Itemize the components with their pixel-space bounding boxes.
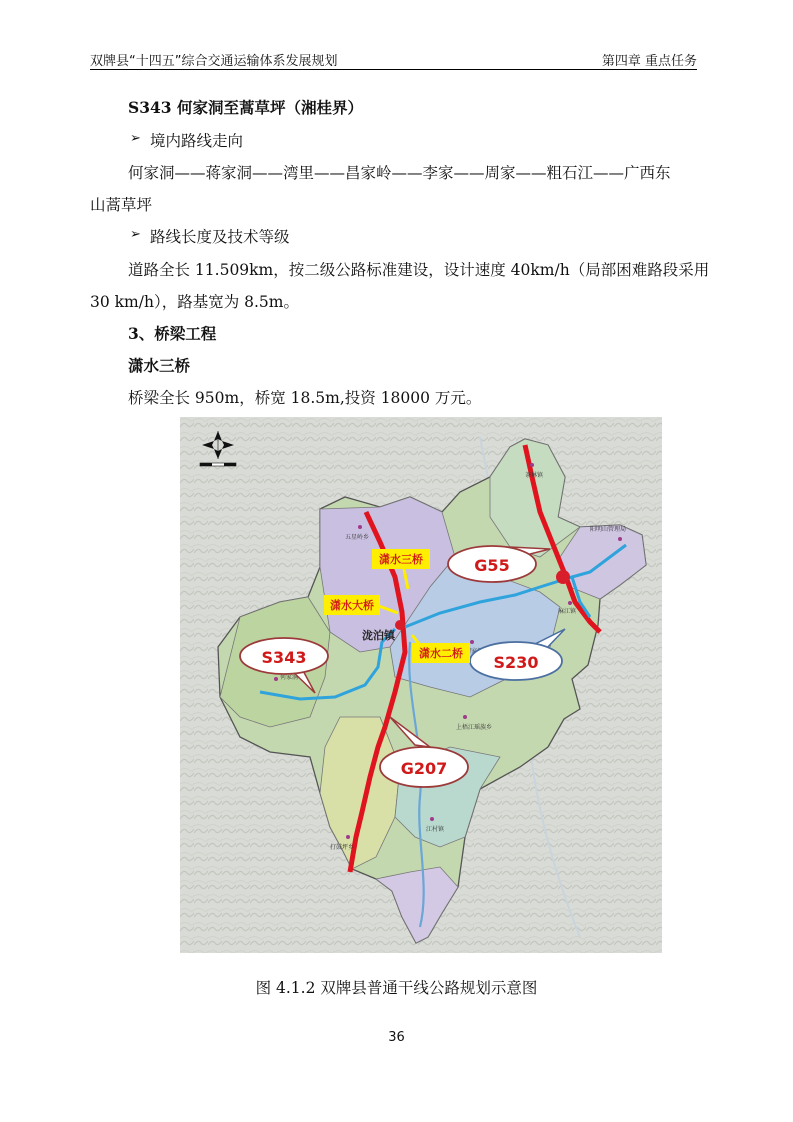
figure-caption: 图 4.1.2 双牌县普通干线公路规划示意图 — [255, 979, 538, 997]
route-line-1: 何家洞——蒋家洞——湾里——昌家岭——李家——周家——粗石江——广西东 — [128, 164, 671, 182]
s343-label: S343 — [261, 648, 307, 667]
place-name: 江村镇 — [426, 826, 445, 833]
road-planning-map — [180, 417, 662, 953]
s230-label: S230 — [493, 653, 539, 672]
bridge-name: 潇水三桥 — [128, 356, 191, 375]
road-section-title: S343 何家洞至蒿草坪（湘桂界） — [128, 98, 363, 117]
bridge-engineering-heading: 3、桥梁工程 — [128, 324, 217, 343]
g55-label: G55 — [474, 556, 510, 575]
place-name: 茶林镇 — [525, 472, 544, 479]
scale-bar — [200, 463, 236, 466]
header-divider — [90, 69, 697, 70]
bridge-description: 桥梁全长 950m，桥宽 18.5m,投资 18000 万元。 — [128, 389, 482, 407]
place-name: 何家洞 — [280, 674, 299, 681]
place-name: 上梧江瑶族乡 — [456, 724, 493, 731]
bridge-2-text: 潇水二桥 — [419, 647, 463, 660]
header-doc-title: 双牌县“十四五”综合交通运输体系发展规划 — [90, 54, 338, 69]
length-grade-heading: 路线长度及技术等级 — [150, 228, 290, 246]
route-line-2: 山蒿草坪 — [90, 196, 153, 214]
page-number: 36 — [388, 1030, 405, 1045]
header-chapter: 第四章 重点任务 — [601, 54, 697, 69]
arrow-bullet-icon: ➢ — [130, 131, 141, 146]
town-label: 泷泊镇 — [362, 629, 395, 642]
arrow-bullet-icon: ➢ — [130, 227, 141, 242]
place-name: 阳明山管理局 — [590, 526, 627, 533]
g55-interchange-marker — [556, 570, 570, 584]
bridge-big-text: 潇水大桥 — [330, 599, 374, 612]
spec-line-2: 30 km/h），路基宽为 8.5m。 — [90, 293, 299, 311]
place-name: 麻江镇 — [558, 608, 577, 615]
town-marker — [395, 620, 405, 630]
place-name: 打鼓坪乡 — [330, 844, 355, 851]
place-name: 五星岭乡 — [345, 534, 370, 541]
route-direction-heading: 境内路线走向 — [150, 132, 244, 150]
spec-line-1: 道路全长 11.509km，按二级公路标准建设，设计速度 40km/h（局部困难路段采用 — [128, 261, 710, 279]
bridge-3-text: 潇水三桥 — [379, 553, 423, 566]
g207-label: G207 — [400, 759, 448, 778]
